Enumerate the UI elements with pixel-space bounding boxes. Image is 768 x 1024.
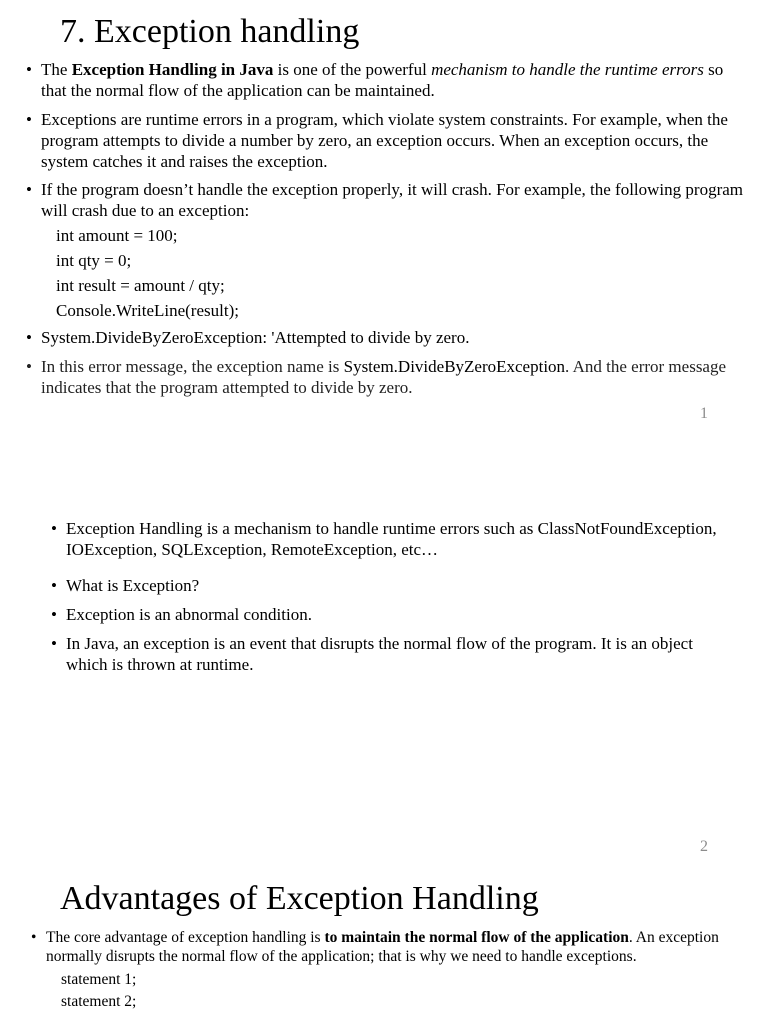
page-number: 2 <box>700 838 708 855</box>
slide-2 <box>0 430 768 860</box>
slide-1 <box>0 0 768 430</box>
code-line: statement 2; <box>61 993 137 1010</box>
bullet-2: • What is Exception? <box>51 576 200 595</box>
code-line: statement 1; <box>61 971 137 988</box>
bullet-dot: • <box>31 929 37 946</box>
slide-2-bullets <box>51 518 736 675</box>
bullet-4: • System.DivideByZeroException: 'Attempted to divide by zero. <box>26 328 470 347</box>
code-line: Console.WriteLine(result); <box>56 301 239 320</box>
code-line: int result = amount / qty; <box>56 276 225 295</box>
bullet-dot: • <box>26 357 32 376</box>
bullet-dot: • <box>26 110 32 129</box>
bullet-3: • Exception is an abnormal condition. <box>51 605 312 624</box>
bullet-1: • The Exception Handling in Java is one of the powerful mechanism to handle the runtime errors so that the normal flow of the application can be maintained. <box>26 60 724 100</box>
bullet-5: • In this error message, the exception name is System.DivideByZeroException. And the error message indicates that the program attempted to divide by zero. <box>26 357 727 397</box>
slide-3 <box>0 860 768 1024</box>
bullet-dot: • <box>51 519 57 538</box>
slide-1-bullets <box>26 59 746 398</box>
bullet-3: • If the program doesn’t handle the exception properly, it will crash. For example, the following program will crash due to an exception: int amount = 100; int qty = 0; int result = amount / qty; Console.WriteLine(result); <box>41 179 746 323</box>
bullet-2: • Exceptions are runtime errors in a program, which violate system constraints. For example, when the program attempts to divide a number by zero, an exception occurs. When an exception occurs, the system catches it and raises the exception. <box>26 110 728 171</box>
page-number: 1 <box>700 405 708 422</box>
bullet-dot: • <box>26 60 32 79</box>
code-line: int qty = 0; <box>56 251 132 270</box>
code-line: int amount = 100; <box>56 226 178 245</box>
bullet-dot: • <box>26 180 32 199</box>
bullet-dot: • <box>51 576 57 595</box>
bullet-1: • Exception Handling is a mechanism to handle runtime errors such as ClassNotFoundException, IOException, SQLException, RemoteException, etc… <box>51 519 717 559</box>
code-block <box>46 969 746 1013</box>
slide-3-bullets <box>31 928 746 1013</box>
bullet-dot: • <box>51 634 57 653</box>
bullet-dot: • <box>26 328 32 347</box>
bullet-dot: • <box>51 605 57 624</box>
code-block <box>41 223 746 323</box>
slide-3-title: Advantages of Exception Handling <box>60 880 539 917</box>
bullet-1: • The core advantage of exception handling is to maintain the normal flow of the application. An exception normally disrupts the normal flow of the application; that is why we need to handle exceptions. statement 1; statement 2; <box>46 928 746 1013</box>
bullet-4: • In Java, an exception is an event that disrupts the normal flow of the program. It is an object which is thrown at runtime. <box>51 634 693 674</box>
slide-1-title: 7. Exception handling <box>60 13 360 50</box>
